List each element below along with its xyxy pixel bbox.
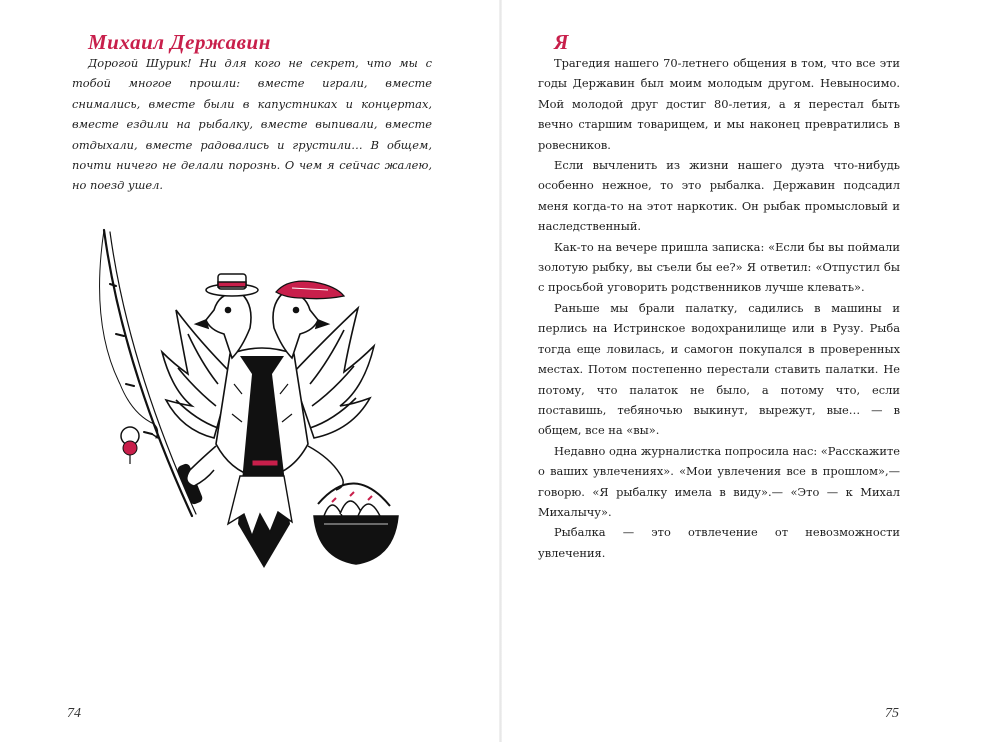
left-page-heading: Михаил Державин bbox=[88, 30, 271, 54]
left-page-body: Дорогой Шурик! Ни для кого не секрет, что мы с тобой многое прошли: вместе играли, вместе снимались, вместе были в капустниках и концертах, вместе ездили на рыбалку, вместе выпивали, вместе отдыхали, вместе радовались и грустили… В общем, почти ничего не делали порознь. О чем я сейчас жалею, но поезд ушел. bbox=[72, 56, 432, 193]
page-number: 75 bbox=[885, 706, 899, 721]
paragraph: Раньше мы брали палатку, садились в машины и перлись на Истринское водохранилище или в Рузу. Рыба тогда еще ловилась, и самогон покупался в проверенных местах. Потом постепенно перестали ставить палатки. Не потому, что палаток не было, а потому что, если поставишь, тебяночью выкинут, вырежут, вые… — в общем, все на «вы». bbox=[538, 300, 900, 438]
flat-cap-icon bbox=[276, 281, 344, 299]
left-page bbox=[0, 0, 499, 742]
paragraph: Рыбалка — это отвлечение от невозможности увлечения. bbox=[538, 525, 900, 560]
paragraph: Если вычленить из жизни нашего дуэта что-нибудь особенно нежное, то это рыбалка. Державин подсадил меня когда-то на этот наркотик. Он рыбак промысловый и наследственный. bbox=[538, 158, 900, 234]
paragraph: Недавно одна журналистка попросила нас: «Расскажите о ваших увлечениях». «Мои увлечения все в прошлом»,— говорю. «Я рыбалку имела в виду».— «Это — к Михал Михалычу». bbox=[538, 443, 900, 519]
right-page-body bbox=[538, 53, 900, 563]
right-page bbox=[502, 0, 1001, 742]
paragraph: Трагедия нашего 70-летнего общения в том, что все эти годы Державин был моим молодым другом. Невыносимо. Мой молодой друг достиг 80-летия, а я перестал быть вечно старшим товарищем, и мы наконец превратились в ровесников. bbox=[538, 56, 900, 152]
right-page-heading: Я bbox=[554, 30, 569, 54]
paragraph: Как-то на вечере пришла записка: «Если бы вы поймали золотую рыбку, вы съели бы ее?» Я ответил: «Отпустил бы с просьбой уговорить родственников лучше клевать». bbox=[538, 239, 900, 295]
boater-hat-icon bbox=[206, 274, 258, 296]
fish-basket-icon bbox=[314, 483, 398, 564]
double-headed-eagle-fisherman-illustration bbox=[92, 224, 412, 584]
page-number: 74 bbox=[67, 706, 81, 721]
fishing-float-icon bbox=[121, 427, 139, 464]
